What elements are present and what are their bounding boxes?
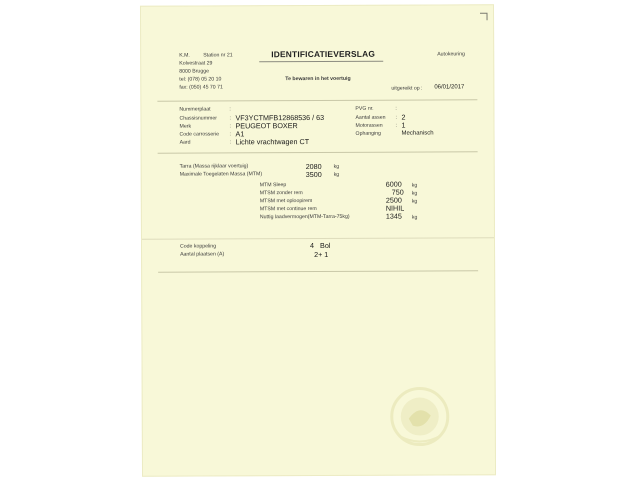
payload-value: 1345 xyxy=(385,211,402,221)
unit-kg: kg xyxy=(411,190,418,197)
overrun-brake-value: 2500 xyxy=(385,195,402,205)
unit-kg: kg xyxy=(333,171,340,178)
continuous-brake-value: NIHIL xyxy=(385,203,405,213)
unbraked-value: 750 xyxy=(391,187,404,197)
vehicle-type-label: Aard xyxy=(179,139,191,146)
km-label: K.M. xyxy=(179,52,190,59)
station-label: Station nr 21 xyxy=(203,52,233,59)
unit-kg: kg xyxy=(411,182,418,189)
issued-label: uitgereikt op : xyxy=(391,85,423,92)
colon: : xyxy=(229,115,231,122)
chassis-label: Chassisnummer xyxy=(179,115,217,122)
colon: : xyxy=(395,122,397,129)
unit-kg: kg xyxy=(411,214,418,221)
inspection-label: Autokeuring xyxy=(437,51,465,58)
title-underline xyxy=(259,61,383,63)
suspension-label: Ophanging xyxy=(355,130,381,137)
unit-kg: kg xyxy=(333,163,340,170)
tarra-value: 2080 xyxy=(305,161,322,172)
tow-mass-label: MTM Sleep xyxy=(259,182,287,189)
document-sheet xyxy=(140,4,496,477)
unbraked-label: MTSM zonder rem xyxy=(259,190,303,197)
coupling-code-label: Code koppeling xyxy=(180,243,217,250)
body-code-value: A1 xyxy=(235,129,245,139)
address-street: Kolvestraat 29 xyxy=(179,60,213,67)
overrun-brake-label: MTSM met oploopirem xyxy=(259,198,313,205)
vehicle-type-value: Lichte vrachtwagen CT xyxy=(235,137,310,147)
mtm-label: Maximale Toegelaten Massa (MTM) xyxy=(179,171,263,178)
seats-value: 2+ 1 xyxy=(314,249,329,260)
motor-axles-label: Motorassen xyxy=(355,122,383,129)
chassis-value: VF3YCTMFB12868536 / 63 xyxy=(235,112,325,123)
pvg-label: PVG nr. xyxy=(355,105,374,112)
make-label: Merk xyxy=(179,123,192,130)
corner-bracket-icon xyxy=(479,11,489,21)
page-title: IDENTIFICATIEVERSLAG xyxy=(271,48,376,60)
unit-kg: kg xyxy=(411,198,418,205)
address-city: 8000 Brugge xyxy=(179,68,209,75)
payload-label: Nuttig laadvermogen(MTM-Tarra-75kg) xyxy=(259,213,350,221)
tarra-label: Tarra (Massa rijklaar voertuig) xyxy=(179,163,249,170)
paper-fold xyxy=(142,237,494,240)
body-code-label: Code carrosserie xyxy=(179,131,220,138)
colon: : xyxy=(229,139,232,146)
fax-number: fax: (050) 45 70 71 xyxy=(179,84,223,91)
coupling-type-value: Bol xyxy=(320,240,331,250)
seal-watermark-icon xyxy=(389,385,451,447)
tow-mass-value: 6000 xyxy=(385,179,402,189)
colon: : xyxy=(395,105,397,112)
colon: : xyxy=(229,123,231,130)
divider xyxy=(157,99,477,101)
plate-label: Nummerplaat xyxy=(179,106,211,113)
motor-axles-value: 1 xyxy=(401,120,406,130)
suspension-value: Mechanisch xyxy=(401,130,434,137)
colon: : xyxy=(229,106,231,113)
issued-date: 06/01/2017 xyxy=(434,84,465,91)
make-value: PEUGEOT BOXER xyxy=(235,121,298,131)
seats-label: Aantal plaatsen (A) xyxy=(180,251,225,258)
keep-in-vehicle-note: Te bewaren in het voertuig xyxy=(285,75,351,83)
continuous-brake-label: MTSM met continue rem xyxy=(259,206,317,213)
mtm-value: 3500 xyxy=(305,169,322,180)
divider xyxy=(158,270,478,272)
divider xyxy=(158,151,478,153)
axles-value: 2 xyxy=(401,112,406,122)
colon: : xyxy=(229,131,232,138)
axles-label: Aantal assen xyxy=(355,114,386,121)
phone-number: tel: (078) 05 20 10 xyxy=(179,76,222,83)
coupling-code-value: 4 xyxy=(310,241,315,251)
colon: : xyxy=(395,114,397,121)
